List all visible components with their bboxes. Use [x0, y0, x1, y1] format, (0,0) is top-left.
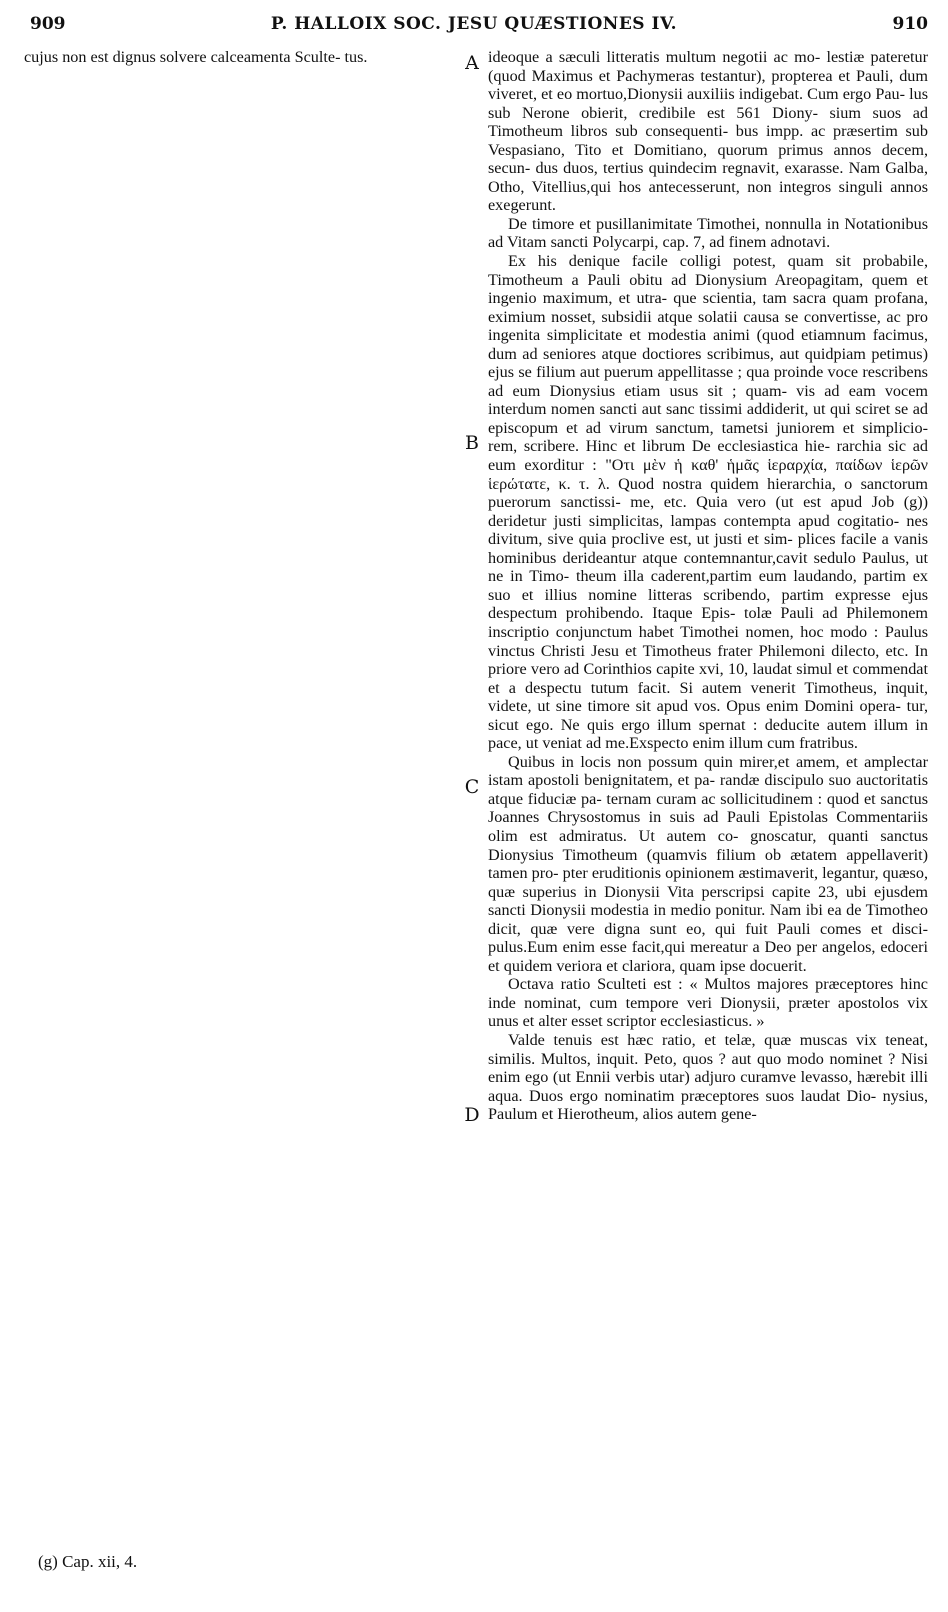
paragraph: De timore et pusillanimitate Timothei, nonnulla in Notationibus ad Vitam sancti Polycarpi, cap. 7, ad finem adnotavi.: [488, 214, 928, 252]
margin-marker-a: A: [465, 52, 479, 74]
running-header: [0, 14, 948, 40]
paragraph: Valde tenuis est hæc ratio, et telæ, quæ muscas vix teneat, similis. Multos, inquit. Peto, quos ? aut quo modo nominet ? Nisi enim ego (ut Ennii verbis utar) adjuro curamve levasso, hærebit illi aqua. Duos ergo nominatim præceptores suos laudat Dio- nysius, Paulum et Hierotheum, alios autem gene-: [488, 1030, 928, 1124]
paragraph: Octava ratio Sculteti est : « Multos majores præceptores hinc inde nominat, cum tempore veri Dionysii, præter apostolos vix unus et alter esset scriptor ecclesiasticus. »: [488, 975, 928, 1031]
paragraph: Quibus in locis non possum quin mirer,et amem, et amplectar istam apostoli benignitatem, et pa- randæ discipulo suo auctoritatis atque fiduciæ pa- ternam curam ac sollicitudinem : quod et sanctus Joannes Chrysostomus in suis ad Pauli Epistolas Commentariis olim est admiratus. Ut autem co- gnoscatur, quanti sanctus Dionysius Timotheum (quamvis filium ob ætatem appellaverit) tamen pro- pter eruditionis opinionem æstimaverit, legantur, quæso, quæ superius in Dionysii Vita perscripsi capite 23, ubi ejusdem sancti Dionysii modestia in medio ponitur. Nam ibi ea de Timotheo dicit, quæ vere digna sunt eo, qui fuit Pauli comes et disci- pulus.Eum enim esse facit,qui mereatur a Deo per angelos, edoceri et quidem veriora et clariora, quam ipse docuerit.: [488, 752, 928, 975]
margin-marker-d: D: [464, 1104, 480, 1126]
running-title: P. HALLOIX SOC. JESU QUÆSTIONES IV.: [270, 14, 678, 34]
margin-marker-b: B: [465, 432, 479, 454]
page-number-left: 909: [30, 14, 66, 34]
footnote: (g) Cap. xii, 4.: [38, 1552, 138, 1571]
right-column: [488, 48, 928, 1124]
paragraph: Ex his denique facile colligi potest, quam sit probabile, Timotheum a Pauli obitu ad Dionysium Areopagitam, quem et ingenio maximum, et utra- que scientia, tam sacra quam profana, eximium nosset, subsidii atque solatii causa se convertisse, ac pro ingenita simplicitate et modestia animi (quod etiamnum facimus, dum ad seniores atque doctiores scribimus, aut quidpiam petimus) ejus se filium aut puerum appellitasse ; qua proinde voce rescribens ad eum Dionysius etiam usus sit ; quam- vis ad eam vocem interdum nomen sancti aut sanc tissimi addiderit, ut qui sciret se ad episcopum et ad virum sanctum, tametsi juniorem et simplicio- rem, scribere. Hinc et librum De ecclesiastica hie- rarchia sic ad eum exorditur : "Οτι μὲν ἡ καθ' ἡμᾶς ἱεραρχία, παίδων ἱερῶν ἱερώτατε, κ. τ. λ. Quod nostra quidem hierarchia, o sanctorum puerorum sanctissi- me, etc. Quia vero (ut est apud Job (g)) deridetur justi simplicitas, lampas contempta apud cogitatio- nes divitum, sive quia proclive est, ut justi et sim- plices facile a vanis hominibus derideantur atque contemnantur,cavit sedulo Paulus, ut ne in Timo- theum illa caderent,partim eum laudando, partim ex suo et illius nomine litteras scribendo, partim expresse ejus despectum prohibendo. Itaque Epis- tolæ Pauli ad Philemonem inscriptio conjunctum habet Timothei nomen, hoc modo : Paulus vinctus Christi Jesu et Timotheus frater Philemoni dilecto, etc. In priore vero ad Corinthios capite xvi, 10, laudat simul et commendat et a despectu tutum facit. Si autem venerit Timotheus, inquit, videte, ut sine timore sit apud vos. Opus enim Domini opera- tur, sicut ego. Ne quis ergo illum spernat : deducite autem illum in pace, ut veniat ad me.Exspecto enim illum cum fratribus.: [488, 252, 928, 753]
paragraph: ideoque a sæculi litteratis multum negotii ac mo- lestiæ pateretur (quod Maximus et Pachymeras testantur), propterea et Pauli, dum viveret, et eo mortuo,Dionysii auxiliis indigebat. Cum ergo Pau- lus sub Nerone obierit, credibile est 561 Diony- sium suos ad Timotheum libros sub consequenti- bus impp. ac præsertim sub Vespasiano, Tito et Domitiano, quorum primus annos decem, secun- dus duos, tertius quindecim regnavit, exarasse. Nam Galba, Otho, Vitellius,qui hos antecesserunt, non integros singuli annos exegerunt.: [488, 48, 928, 215]
page-number-right: 910: [892, 14, 928, 34]
margin-marker-c: C: [464, 776, 480, 798]
left-column: [24, 48, 456, 67]
paragraph: cujus non est dignus solvere calceamenta Sculte- tus.: [24, 48, 368, 66]
